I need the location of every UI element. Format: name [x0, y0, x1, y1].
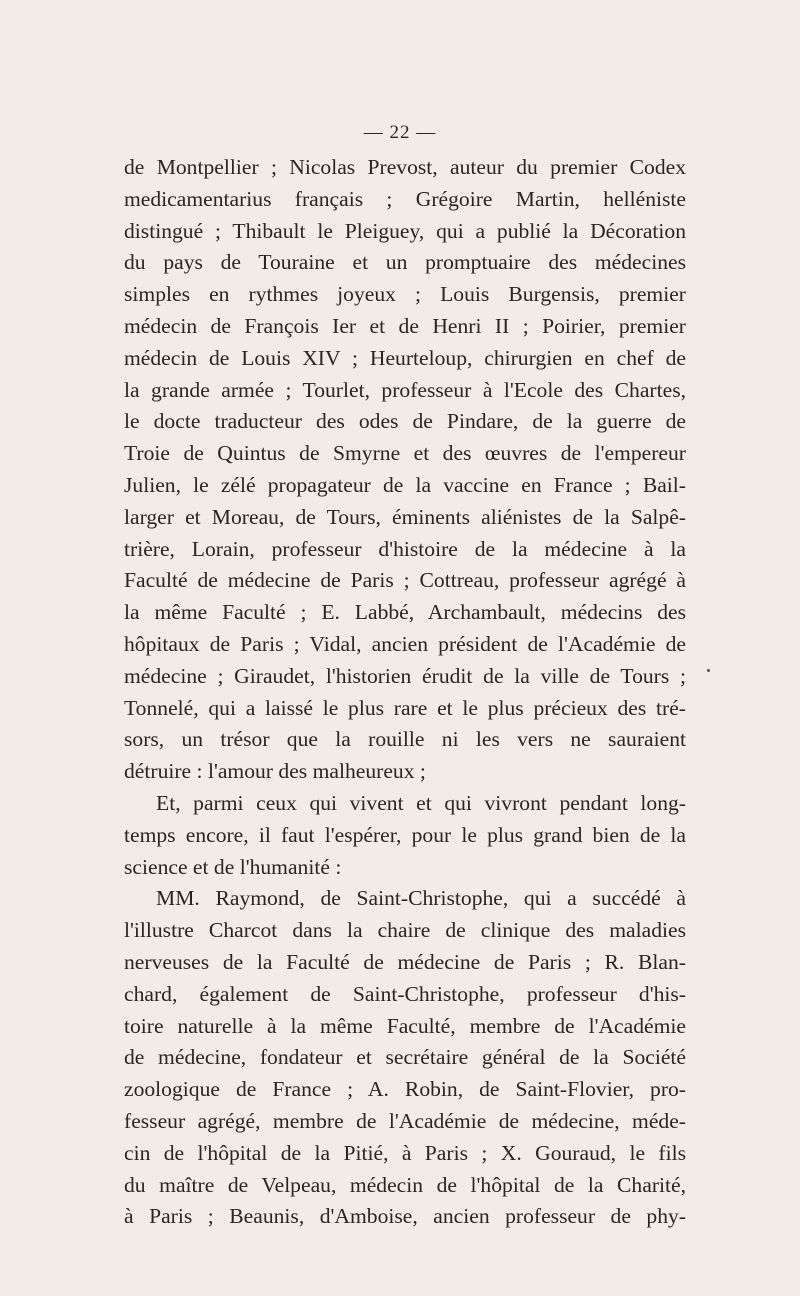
text-line: la même Faculté ; E. Labbé, Archambault, médecins des — [124, 600, 686, 625]
text-line: médecin de Louis XIV ; Heurteloup, chirurgien en chef de — [124, 345, 686, 370]
text-line: Troie de Quintus de Smyrne et des œuvres de l'empereur — [124, 441, 686, 466]
body-text — [124, 152, 686, 1233]
text-line: l'illustre Charcot dans la chaire de clinique des maladies — [124, 918, 686, 943]
text-line: chard, également de Saint-Christophe, professeur d'his- — [124, 981, 686, 1006]
page-number: — 22 — — [363, 122, 437, 143]
text-line: simples en rythmes joyeux ; Louis Burgensis, premier — [124, 282, 686, 307]
text-line: médecin de François Ier et de Henri II ; Poirier, premier — [124, 313, 686, 338]
text-line: du pays de Touraine et un promptuaire des médecines — [124, 250, 686, 275]
ink-speck — [707, 669, 710, 672]
text-line: fesseur agrégé, membre de l'Académie de médecine, méde- — [124, 1108, 686, 1133]
text-line: Faculté de médecine de Paris ; Cottreau, professeur agrégé à — [124, 568, 686, 593]
text-line: médecine ; Giraudet, l'historien érudit de la ville de Tours ; — [124, 663, 686, 688]
text-line: cin de l'hôpital de la Pitié, à Paris ; X. Gouraud, le fils — [124, 1140, 686, 1165]
text-line: toire naturelle à la même Faculté, membre de l'Académie — [124, 1013, 686, 1038]
text-line: Julien, le zélé propagateur de la vaccine en France ; Bail- — [124, 472, 686, 497]
text-line: Tonnelé, qui a laissé le plus rare et le plus précieux des tré- — [124, 695, 686, 720]
text-line: MM. Raymond, de Saint-Christophe, qui a succédé à — [156, 886, 686, 911]
text-line: hôpitaux de Paris ; Vidal, ancien président de l'Académie de — [124, 631, 686, 656]
text-line: sors, un trésor que la rouille ni les vers ne sauraient — [124, 727, 686, 752]
text-line: science et de l'humanité : — [124, 854, 342, 879]
text-line: du maître de Velpeau, médecin de l'hôpital de la Charité, — [124, 1172, 686, 1197]
text-line: de Montpellier ; Nicolas Prevost, auteur du premier Codex — [124, 155, 686, 179]
text-line: détruire : l'amour des malheureux ; — [124, 759, 426, 784]
text-line: trière, Lorain, professeur d'histoire de la médecine à la — [124, 536, 686, 561]
text-line: nerveuses de la Faculté de médecine de Paris ; R. Blan- — [124, 949, 686, 974]
text-line: à Paris ; Beaunis, d'Amboise, ancien professeur de phy- — [124, 1204, 686, 1229]
text-line: temps encore, il faut l'espérer, pour le plus grand bien de la — [124, 822, 686, 847]
text-line: le docte traducteur des odes de Pindare, de la guerre de — [124, 409, 686, 434]
text-line: medicamentarius français ; Grégoire Martin, helléniste — [124, 186, 686, 211]
text-line: Et, parmi ceux qui vivent et qui vivront pendant long- — [156, 790, 686, 815]
text-line: la grande armée ; Tourlet, professeur à l'Ecole des Chartes, — [124, 377, 686, 402]
text-line: zoologique de France ; A. Robin, de Saint-Flovier, pro- — [124, 1077, 686, 1102]
text-line: larger et Moreau, de Tours, éminents aliénistes de la Salpê- — [124, 504, 686, 529]
text-line: distingué ; Thibault le Pleiguey, qui a publié la Décoration — [124, 218, 686, 243]
text-line: de médecine, fondateur et secrétaire général de la Société — [124, 1045, 686, 1070]
